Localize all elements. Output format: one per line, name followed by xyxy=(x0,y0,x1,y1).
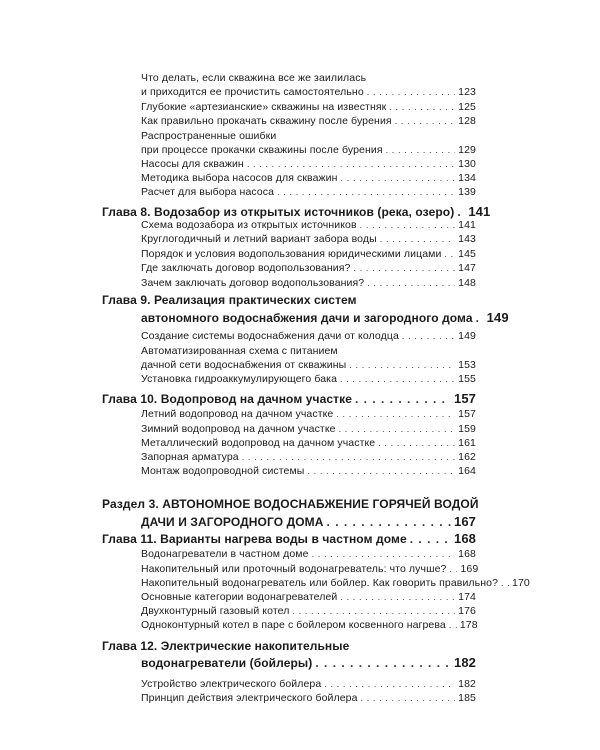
page-number: 145 xyxy=(458,248,476,260)
toc-entry xyxy=(141,408,476,420)
page-number: 128 xyxy=(458,115,476,127)
page-number: 157 xyxy=(458,408,476,420)
toc-entry xyxy=(141,548,476,560)
toc-title: автономного водоснабжения дачи и загородного дома xyxy=(141,311,473,325)
dot-leader xyxy=(349,360,455,370)
page-number: 182 xyxy=(454,655,476,670)
toc-title: Расчет для выбора насоса xyxy=(141,186,275,198)
page-number: 170 xyxy=(512,577,530,589)
toc-title: Круглогодичный и летний вариант забора воды xyxy=(141,233,377,245)
toc-title: Глава 8. Водозабор из открытых источников (река, озеро) xyxy=(102,205,455,219)
dot-leader xyxy=(395,116,455,126)
toc-heading xyxy=(102,204,491,219)
toc-entry-line: Автоматизированная схема с питанием xyxy=(141,345,338,357)
toc-entry xyxy=(141,219,476,231)
toc-title: ДАЧИ И ЗАГОРОДНОГО ДОМА xyxy=(141,515,324,529)
toc-title: Создание системы водоснабжения дачи от колодца xyxy=(141,330,399,342)
page-number: 149 xyxy=(458,330,476,342)
page-number: 125 xyxy=(458,101,476,113)
toc-heading-line: Раздел 3. АВТОНОМНОЕ ВОДОСНАБЖЕНИЕ ГОРЯЧЕЙ ВОДОЙ xyxy=(102,497,479,511)
dot-leader xyxy=(327,515,451,529)
toc-title: Глубокие «артезианские» скважины на известняк xyxy=(141,101,387,113)
toc-entry xyxy=(141,359,476,371)
toc-entry xyxy=(141,158,476,170)
toc-entry-line: Распространенные ошибки xyxy=(141,130,277,142)
page-number: 164 xyxy=(458,465,476,477)
toc-entry xyxy=(141,248,476,260)
dot-leader xyxy=(292,606,455,616)
page-number: 174 xyxy=(458,591,476,603)
toc-title: Одноконтурный котел в паре с бойлером косвенного нагрева xyxy=(141,619,446,631)
toc-title: Монтаж водопроводной системы xyxy=(141,465,305,477)
toc-entry xyxy=(141,591,476,603)
dot-leader xyxy=(449,620,457,630)
toc-title: Принцип действия электрического бойлера xyxy=(141,692,358,704)
toc-title: Глава 11. Варианты нагрева воды в частном доме xyxy=(102,532,407,546)
page-number: 143 xyxy=(458,233,476,245)
dot-leader xyxy=(354,263,456,273)
toc-entry xyxy=(141,277,476,289)
toc-entry xyxy=(141,437,476,449)
dot-leader xyxy=(247,159,455,169)
toc-heading-line: Глава 9. Реализация практических систем xyxy=(102,293,357,307)
dot-leader xyxy=(336,409,455,419)
toc-title: Зачем заключать договор водопользования? xyxy=(141,277,365,289)
toc-title: дачной сети водоснабжения от скважины xyxy=(141,359,347,371)
page-number: 157 xyxy=(454,391,476,406)
page-number: 141 xyxy=(468,204,491,219)
toc-heading xyxy=(102,531,476,546)
dot-leader xyxy=(444,249,455,259)
page-number: 147 xyxy=(458,262,476,274)
toc-title: Устройство электрического бойлера xyxy=(141,678,322,690)
dot-leader xyxy=(386,145,456,155)
page-number: 178 xyxy=(459,619,478,631)
toc-title: Запорная арматура xyxy=(141,451,239,463)
page-number: 162 xyxy=(458,451,476,463)
dot-leader xyxy=(277,187,455,197)
dot-leader xyxy=(501,578,509,588)
dot-leader xyxy=(476,311,484,325)
page-number: 153 xyxy=(458,359,476,371)
page-number: 129 xyxy=(458,144,476,156)
dot-leader xyxy=(340,592,455,602)
toc-title: Летний водопровод на дачном участке xyxy=(141,408,334,420)
page-number: 182 xyxy=(458,678,476,690)
toc-title: и приходится ее прочистить самостоятельно xyxy=(141,86,364,98)
page-number: 141 xyxy=(458,219,476,231)
dot-leader xyxy=(340,374,455,384)
dot-leader xyxy=(307,466,455,476)
toc-entry xyxy=(141,451,476,463)
toc-entry xyxy=(141,692,476,704)
toc-entry xyxy=(141,262,476,274)
toc-heading-line: Глава 12. Электрические накопительные xyxy=(102,639,350,653)
toc-entry xyxy=(141,101,476,113)
toc-title: Водонагреватели в частном доме xyxy=(141,548,309,560)
toc-title: Накопительный водонагреватель или бойлер. Как говорить правильно? xyxy=(141,577,499,589)
page-number: 159 xyxy=(458,423,476,435)
page-number: 148 xyxy=(458,277,476,289)
toc-entry xyxy=(141,577,530,589)
toc-entry xyxy=(141,86,476,98)
dot-leader xyxy=(449,564,457,574)
page-number: 155 xyxy=(458,373,476,385)
page-number: 139 xyxy=(458,186,476,198)
dot-leader xyxy=(389,102,455,112)
dot-leader xyxy=(355,392,451,406)
toc-title: Основные категории водонагревателей xyxy=(141,591,338,603)
page-number: 185 xyxy=(458,692,476,704)
dot-leader xyxy=(457,205,465,219)
toc-entry xyxy=(141,172,476,184)
dot-leader xyxy=(360,220,456,230)
toc-entry xyxy=(141,465,476,477)
toc-title: Зимний водопровод на дачном участке xyxy=(141,423,336,435)
toc-heading xyxy=(141,310,509,325)
toc-title: Глава 10. Водопровод на дачном участке xyxy=(102,392,352,406)
toc-title: Где заключать договор водопользования? xyxy=(141,262,351,274)
dot-leader xyxy=(410,532,451,546)
toc-title: Накопительный или проточный водонагреватель: что лучше? xyxy=(141,563,447,575)
toc-entry xyxy=(141,373,476,385)
page-number: 134 xyxy=(458,172,476,184)
dot-leader xyxy=(315,656,451,670)
toc-title: водонагреватели (бойлеры) xyxy=(141,656,313,670)
dot-leader xyxy=(339,424,456,434)
dot-leader xyxy=(242,452,455,462)
toc-entry xyxy=(141,186,476,198)
page-number: 149 xyxy=(486,310,509,325)
page-number: 130 xyxy=(458,158,476,170)
dot-leader xyxy=(361,693,456,703)
page-number: 168 xyxy=(454,531,476,546)
dot-leader xyxy=(341,173,456,183)
toc-entry xyxy=(141,330,476,342)
dot-leader xyxy=(367,278,455,288)
toc-title: Насосы для скважин xyxy=(141,158,244,170)
toc-title: Методика выбора насосов для скважин xyxy=(141,172,338,184)
toc-title: Установка гидроаккумулирующего бака xyxy=(141,373,338,385)
toc-heading xyxy=(102,391,476,406)
page-number: 167 xyxy=(454,514,476,529)
toc-entry xyxy=(141,233,476,245)
page-number: 161 xyxy=(458,437,476,449)
page-number: 168 xyxy=(458,548,476,560)
toc-entry xyxy=(141,619,476,631)
toc-title: Порядок и условия водопользования юридическими лицами xyxy=(141,248,442,260)
toc-title: Схема водозабора из открытых источников xyxy=(141,219,357,231)
toc-entry xyxy=(141,678,476,690)
toc-title: при процессе прокачки скважины после бурения xyxy=(141,144,383,156)
toc-entry-line: Что делать, если скважина все же заилилась xyxy=(141,72,367,84)
toc-title: Металлический водопровод на дачном участке xyxy=(141,437,376,449)
dot-leader xyxy=(312,549,456,559)
page-number: 123 xyxy=(458,86,476,98)
toc-heading xyxy=(141,655,476,670)
page-number: 169 xyxy=(460,563,479,575)
dot-leader xyxy=(324,679,455,689)
toc-heading xyxy=(141,514,476,529)
dot-leader xyxy=(367,87,455,97)
toc-entry xyxy=(141,144,476,156)
toc-entry xyxy=(141,605,476,617)
toc-entry xyxy=(141,423,476,435)
toc-entry xyxy=(141,563,479,575)
toc-title: Двухконтурный газовый котел xyxy=(141,605,290,617)
dot-leader xyxy=(378,438,455,448)
dot-leader xyxy=(402,331,455,341)
page-number: 176 xyxy=(458,605,476,617)
dot-leader xyxy=(380,234,455,244)
toc-title: Как правильно прокачать скважину после бурения xyxy=(141,115,392,127)
toc-entry xyxy=(141,115,476,127)
